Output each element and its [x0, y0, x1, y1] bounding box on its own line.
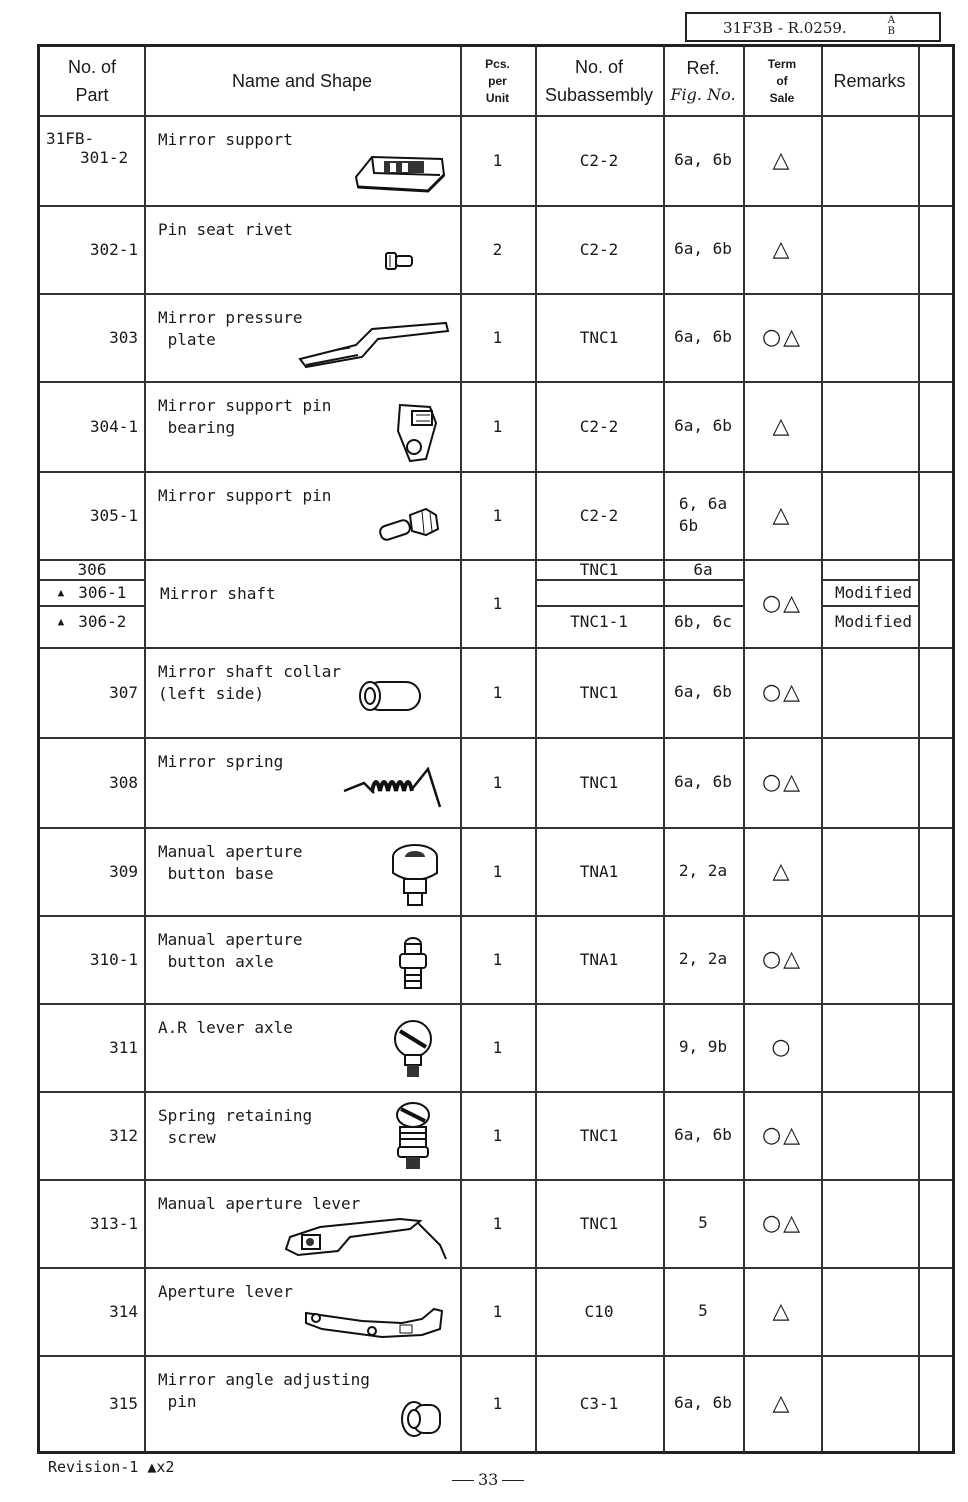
part-number-text: 312: [109, 1125, 138, 1145]
subassembly: TNA1: [579, 949, 619, 969]
term-of-sale: ○△: [761, 1122, 803, 1148]
part-number: [40, 579, 144, 605]
term-of-sale: △: [772, 236, 792, 262]
page-number: 33: [448, 1470, 528, 1489]
ref-fig: 2, 2a: [678, 861, 728, 880]
collar-icon: [356, 679, 426, 717]
subassembly: C2-2: [579, 239, 619, 259]
revision-note: Revision-1 ▲x2: [48, 1458, 175, 1476]
part-number-text: 307: [109, 682, 138, 702]
term-of-sale: ○△: [761, 679, 803, 705]
part-number: [40, 827, 144, 915]
screw-icon: [392, 1101, 434, 1177]
part-number-text: 311: [109, 1037, 138, 1057]
term-of-sale: △: [772, 147, 792, 173]
part-number: [40, 737, 144, 827]
part-number-text: 304-1: [89, 416, 138, 436]
ref-fig: 6a, 6b: [674, 416, 732, 435]
subassembly: C2-2: [579, 505, 619, 525]
part-name: Manual aperture button base: [158, 842, 303, 883]
remarks: Modified: [835, 611, 913, 631]
header-remarks: Remarks: [833, 71, 906, 91]
header-ref-fig: Ref. Fig. No.: [670, 57, 736, 104]
part-number: [40, 471, 144, 559]
ref-fig: 6a, 6b: [674, 682, 732, 701]
part-name: Mirror support pin bearing: [158, 396, 332, 437]
subassembly: C10: [584, 1301, 614, 1321]
ref-fig: 2, 2a: [678, 949, 728, 968]
part-number: [40, 1091, 144, 1179]
subassembly: C2-2: [579, 150, 619, 170]
subassembly: TNC1: [579, 682, 619, 702]
column-divider: [821, 47, 823, 1451]
part-name: Mirror support pin: [158, 486, 332, 505]
pcs-per-unit: 1: [492, 861, 503, 881]
rivet-icon: [384, 249, 418, 277]
subassembly: TNC1: [579, 772, 619, 792]
header-part-number: No. of Part: [67, 57, 117, 105]
support-pin-icon: [376, 499, 446, 549]
pcs-per-unit: 2: [492, 239, 503, 259]
pcs-per-unit: 1: [492, 505, 503, 525]
term-of-sale: ○: [771, 1034, 793, 1060]
modified-mark-icon: ▲: [57, 614, 65, 628]
part-name: Mirror shaft collar (left side): [158, 662, 342, 703]
term-of-sale: ○△: [761, 324, 803, 350]
part-name: Aperture lever: [158, 1282, 293, 1301]
part-number: [40, 1355, 144, 1451]
part-name: Spring retaining screw: [158, 1106, 313, 1147]
subassembly: C3-1: [579, 1393, 619, 1413]
part-name: Mirror angle adjusting pin: [158, 1370, 370, 1411]
ref-fig: 6b, 6c: [674, 611, 732, 631]
remarks: [821, 559, 918, 579]
part-number-text: 308: [109, 772, 138, 792]
ref-fig: 5: [698, 1301, 708, 1320]
part-name: Mirror spring: [158, 752, 284, 771]
part-number-text: 306-1: [78, 582, 127, 602]
subassembly: C2-2: [579, 416, 619, 436]
ref-fig: 6a, 6b: [674, 772, 732, 791]
part-number-text: 314: [109, 1301, 138, 1321]
pcs-per-unit: 1: [492, 949, 503, 969]
part-number-text: 306-2: [78, 611, 127, 631]
ref-fig: 6a, 6b: [674, 239, 732, 258]
part-number-text: 310-1: [89, 949, 138, 969]
modified-mark-icon: ▲: [57, 585, 65, 599]
lever-axle-icon: [390, 1019, 436, 1085]
subassembly: TNA1: [579, 861, 619, 881]
part-name: Mirror shaft: [160, 584, 276, 603]
pcs-per-unit: 1: [492, 1213, 503, 1233]
adjusting-pin-icon: [398, 1399, 444, 1443]
part-number: [40, 205, 144, 293]
part-name: Mirror support: [158, 130, 293, 149]
part-name: Pin seat rivet: [158, 220, 293, 239]
term-of-sale: △: [772, 858, 792, 884]
button-axle-icon: [396, 935, 430, 997]
part-number: [40, 647, 144, 737]
header-term-of-sale: Term of Sale: [767, 56, 797, 105]
lever-icon: [302, 1301, 452, 1349]
pcs-per-unit: 1: [492, 416, 503, 436]
part-number: [40, 915, 144, 1003]
term-of-sale: ○△: [761, 769, 803, 795]
mirror-support-icon: [350, 147, 450, 201]
header-pcs-per-unit: Pcs. per Unit: [485, 56, 510, 105]
subassembly: [535, 1003, 663, 1091]
spring-icon: [340, 767, 450, 817]
part-name: Manual aperture button axle: [158, 930, 303, 971]
ref-fig: 6a, 6b: [674, 327, 732, 346]
subassembly: TNC1: [579, 1125, 619, 1145]
part-number-text: 309: [109, 861, 138, 881]
part-number: [40, 1267, 144, 1355]
part-number-text: 302-1: [89, 239, 138, 259]
pcs-per-unit: 1: [492, 1393, 503, 1413]
pcs-per-unit: 1: [492, 150, 503, 170]
pcs-per-unit: 1: [492, 327, 503, 347]
document-reference: 31F3B - R.0259. A B: [685, 12, 941, 42]
term-of-sale: △: [772, 413, 792, 439]
part-number-text: 306: [77, 559, 107, 579]
part-name: Manual aperture lever: [158, 1194, 361, 1213]
part-number: [40, 559, 144, 579]
ref-fig: 6a, 6b: [674, 1393, 732, 1412]
subassembly: TNC1: [579, 559, 619, 579]
ref-fig: 6a: [693, 559, 713, 579]
remarks: Modified: [835, 582, 913, 602]
subassembly: [535, 579, 663, 605]
term-of-sale: ○△: [761, 590, 803, 616]
ref-fig: 9, 9b: [678, 1037, 728, 1056]
pressure-plate-icon: [296, 317, 456, 373]
term-of-sale: ○△: [761, 1210, 803, 1236]
part-number: [40, 1179, 144, 1267]
part-number-text: 313-1: [89, 1213, 138, 1233]
part-name: Mirror pressure plate: [158, 308, 303, 349]
header-name-shape: Name and Shape: [231, 71, 373, 91]
part-number-text: 315: [109, 1393, 138, 1413]
button-base-icon: [390, 843, 440, 913]
pcs-per-unit: 1: [492, 1301, 503, 1321]
pcs-per-unit: 1: [492, 772, 503, 792]
part-number-text: 301-2: [80, 148, 129, 167]
subassembly: TNC1: [579, 1213, 619, 1233]
part-number-text: 303: [109, 327, 138, 347]
part-name: A.R lever axle: [158, 1018, 293, 1037]
pcs-per-unit: 1: [492, 593, 503, 613]
part-number: [40, 115, 144, 205]
column-divider: [144, 47, 146, 1451]
term-of-sale: ○△: [761, 946, 803, 972]
term-of-sale: △: [772, 1390, 792, 1416]
part-number: [40, 293, 144, 381]
part-number: [40, 605, 144, 637]
column-divider: [918, 47, 920, 1451]
pin-bearing-icon: [390, 401, 442, 469]
part-number-text: 305-1: [89, 505, 138, 525]
parts-table: [37, 44, 955, 1454]
pcs-per-unit: 1: [492, 1037, 503, 1057]
revision-letters: A B: [887, 15, 895, 37]
pcs-per-unit: 1: [492, 1125, 503, 1145]
header-subassembly: No. of Subassembly: [544, 57, 654, 105]
ref-fig: 6, 6a 6b: [678, 494, 728, 535]
part-number: [40, 381, 144, 471]
ref-fig: 6a, 6b: [674, 1125, 732, 1144]
ref-fig: 5: [698, 1213, 708, 1232]
ref-fig: 6a, 6b: [674, 150, 732, 169]
part-number-text: 31FB-: [46, 129, 95, 148]
aperture-lever-icon: [280, 1215, 450, 1265]
ref-fig: [663, 579, 743, 605]
subassembly: TNC1-1: [570, 611, 628, 631]
subassembly: TNC1: [579, 327, 619, 347]
term-of-sale: △: [772, 1298, 792, 1324]
term-of-sale: △: [772, 502, 792, 528]
pcs-per-unit: 1: [492, 682, 503, 702]
part-number: [40, 1003, 144, 1091]
